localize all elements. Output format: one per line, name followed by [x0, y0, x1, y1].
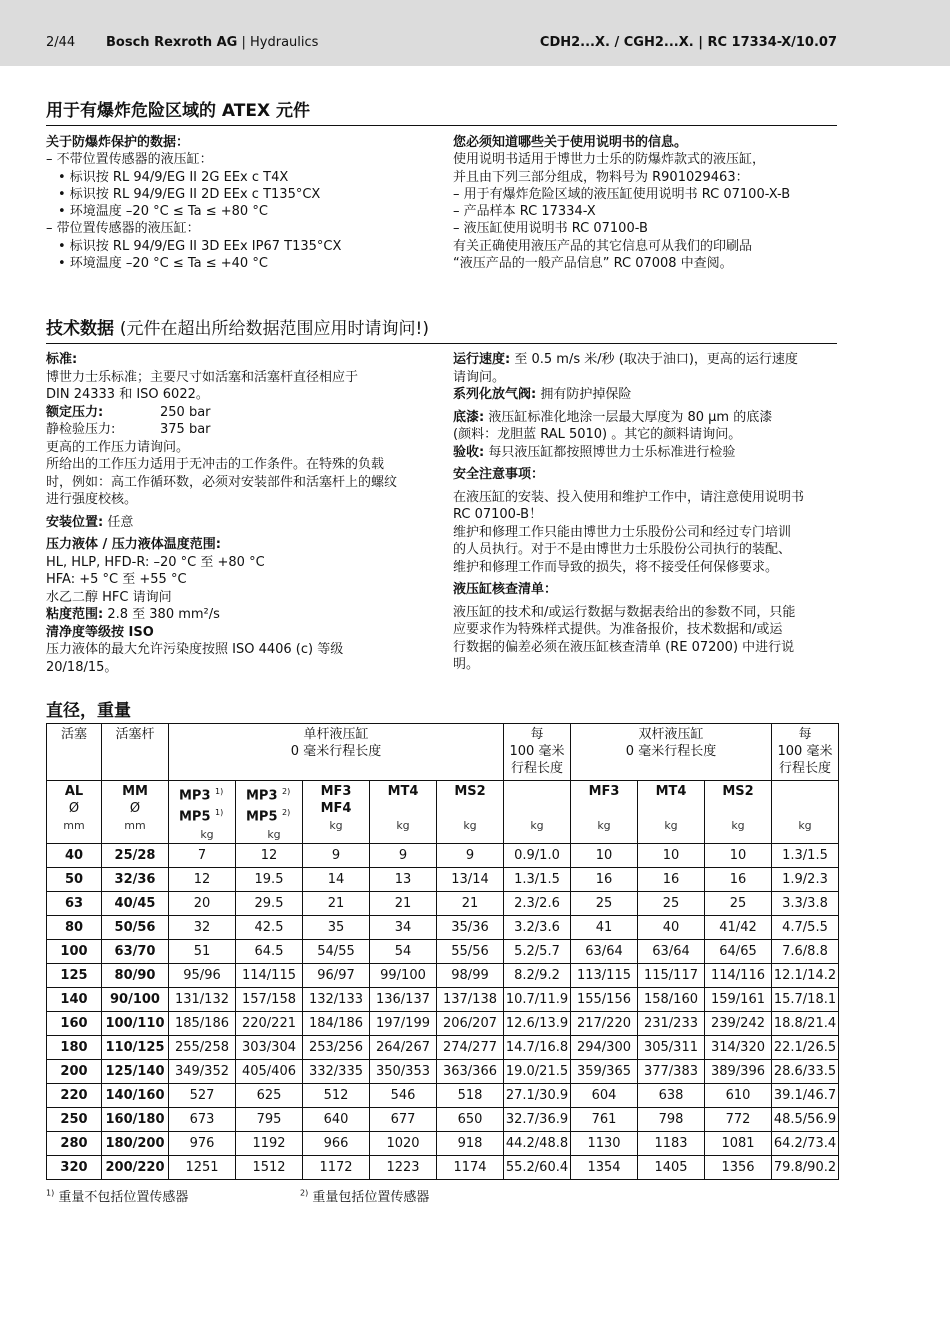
weight-cell: 231/233	[638, 1011, 705, 1035]
weight-cell: 1.3/1.5	[504, 867, 571, 891]
weight-cell: 197/199	[370, 1011, 437, 1035]
table-row	[47, 1083, 839, 1107]
weight-cell: 16	[705, 867, 772, 891]
code-al: AL Ø mm	[47, 781, 102, 844]
weight-cell: 54	[370, 939, 437, 963]
weight-cell: 220/221	[236, 1011, 303, 1035]
weight-cell: 1251	[169, 1155, 236, 1179]
code-mp3-mp5-a: MP3 $^{1)}$ MP5 $^{1)}$ kg	[169, 781, 236, 844]
atex-left-line: • 标识按 RL 94/9/EG II 3D EEx IP67 T135°CX	[58, 238, 342, 254]
tech-left-line: 更高的工作压力请询问。	[46, 439, 190, 455]
atex-section-title: 用于有爆炸危险区域的 ATEX 元件	[46, 96, 837, 126]
atex-right-line: – 产品样本 RC 17334-X	[453, 204, 596, 220]
code-ms2: MS2 kg	[437, 781, 504, 844]
atex-right-line: 使用说明书适用于博世力士乐的防爆炸款式的液压缸，	[453, 152, 766, 168]
weight-cell: 25	[705, 891, 772, 915]
code-double-mf3: MF3 kg	[571, 781, 638, 844]
weight-cell: 1172	[303, 1155, 370, 1179]
weight-cell: 305/311	[638, 1035, 705, 1059]
weight-cell: 25	[571, 891, 638, 915]
table-row	[47, 987, 839, 1011]
tech-left-line: 进行强度校核。	[46, 492, 138, 507]
tech-right-line: 行数据的偏差必须在液压缸核查清单 (RE 07200) 中进行说	[453, 639, 795, 655]
tech-right-line: 运行速度: 至 0.5 m/s 米/秒 (取决于油口)，更高的运行速度	[453, 352, 798, 367]
weight-cell: 64/65	[705, 939, 772, 963]
tech-right-line: 液压缸的技术和/或运行数据与数据表给出的参数不同，只能	[453, 604, 796, 620]
weight-cell: 1081	[705, 1131, 772, 1155]
tech-left-line: DIN 24333 和 ISO 6022。	[46, 387, 209, 402]
weight-cell: 527	[169, 1083, 236, 1107]
weight-cell: 2.3/2.6	[504, 891, 571, 915]
weight-cell: 15.7/18.1	[772, 987, 839, 1011]
weight-cell: 610	[705, 1083, 772, 1107]
weight-cell: 42.5	[236, 915, 303, 939]
weight-cell: 10	[638, 843, 705, 867]
table-row	[47, 843, 839, 867]
header-per100-single: 每 100 毫米 行程长度	[504, 724, 571, 781]
weight-cell: 314/320	[705, 1035, 772, 1059]
weight-cell: 3.2/3.6	[504, 915, 571, 939]
code-mp3-mp5-b: MP3 $^{2)}$ MP5 $^{2)}$ kg	[236, 781, 303, 844]
weight-cell: 155/156	[571, 987, 638, 1011]
rod-diameter-cell: 125/140	[102, 1059, 169, 1083]
weight-cell: 359/365	[571, 1059, 638, 1083]
weight-cell: 206/207	[437, 1011, 504, 1035]
weight-cell: 303/304	[236, 1035, 303, 1059]
code-double-mt4: MT4 kg	[638, 781, 705, 844]
weight-cell: 99/100	[370, 963, 437, 987]
tech-right-line: 请询问。	[453, 369, 506, 385]
weight-cell: 1.9/2.3	[772, 867, 839, 891]
tech-right-line: 系列化放气阀: 拥有防护掉保险	[453, 387, 632, 402]
weight-cell: 918	[437, 1131, 504, 1155]
weight-cell: 32	[169, 915, 236, 939]
header-double: 双杆液压缸 0 毫米行程长度	[571, 724, 772, 781]
weight-cell: 20	[169, 891, 236, 915]
atex-left-line: • 环境温度 –20 °C ≤ Ta ≤ +40 °C	[58, 256, 268, 272]
weight-cell: 650	[437, 1107, 504, 1131]
weight-cell: 55.2/60.4	[504, 1155, 571, 1179]
piston-diameter-cell: 50	[47, 867, 102, 891]
weight-cell: 255/258	[169, 1035, 236, 1059]
weight-cell: 673	[169, 1107, 236, 1131]
weight-cell: 966	[303, 1131, 370, 1155]
weight-cell: 55/56	[437, 939, 504, 963]
header-per100-double: 每 100 毫米 行程长度	[772, 724, 839, 781]
piston-diameter-cell: 200	[47, 1059, 102, 1083]
weight-cell: 9	[303, 843, 370, 867]
tech-right-line: 底漆: 液压缸标准化地涂一层最大厚度为 80 µm 的底漆	[453, 409, 773, 425]
weight-cell: 976	[169, 1131, 236, 1155]
code-mf3-mf4: MF3 MF4 kg	[303, 781, 370, 844]
code-mm: MM Ø mm	[102, 781, 169, 844]
table-row	[47, 1035, 839, 1059]
weights-table-body	[47, 843, 839, 1179]
weight-cell: 115/117	[638, 963, 705, 987]
weight-cell: 14	[303, 867, 370, 891]
tech-left-line: 所给出的工作压力适用于无冲击的工作条件。在特殊的负载	[46, 457, 385, 472]
footnote-1: $^{1)}$ 重量不包括位置传感器	[46, 1188, 189, 1205]
weight-cell: 677	[370, 1107, 437, 1131]
weight-cell: 518	[437, 1083, 504, 1107]
tech-left-line: 粘度范围: 2.8 至 380 mm²/s	[46, 607, 220, 622]
weight-cell: 10.7/11.9	[504, 987, 571, 1011]
weight-cell: 625	[236, 1083, 303, 1107]
weight-cell: 158/160	[638, 987, 705, 1011]
weight-cell: 98/99	[437, 963, 504, 987]
weight-cell: 10	[705, 843, 772, 867]
tech-left-line: 额定压力: 250 bar	[46, 404, 211, 420]
rod-diameter-cell: 63/70	[102, 939, 169, 963]
table-row	[47, 891, 839, 915]
weight-cell: 294/300	[571, 1035, 638, 1059]
weight-cell: 12.1/14.2	[772, 963, 839, 987]
weight-cell: 114/116	[705, 963, 772, 987]
weights-title: 直径，重量	[46, 701, 131, 721]
weight-cell: 21	[437, 891, 504, 915]
weight-cell: 1512	[236, 1155, 303, 1179]
tech-left-line: 水乙二醇 HFC 请询问	[46, 589, 172, 605]
weight-cell: 95/96	[169, 963, 236, 987]
table-row	[47, 963, 839, 987]
tech-right-line: 安全注意事项：	[453, 467, 545, 482]
company-line: Bosch Rexroth AG | Hydraulics	[106, 35, 319, 50]
header-rod: 活塞杆	[102, 724, 169, 781]
weight-cell: 35/36	[437, 915, 504, 939]
weight-cell: 131/132	[169, 987, 236, 1011]
tech-left-line: 压力液体的最大允许污染度按照 ISO 4406 (c) 等级	[46, 642, 344, 657]
weight-cell: 79.8/90.2	[772, 1155, 839, 1179]
code-per100-single: kg	[504, 781, 571, 844]
weight-cell: 349/352	[169, 1059, 236, 1083]
weight-cell: 1.3/1.5	[772, 843, 839, 867]
tech-right-line: (颜料：龙胆蓝 RAL 5010) 。其它的颜料请询问。	[453, 427, 742, 442]
weight-cell: 34	[370, 915, 437, 939]
weight-cell: 0.9/1.0	[504, 843, 571, 867]
weight-cell: 21	[303, 891, 370, 915]
weight-cell: 96/97	[303, 963, 370, 987]
weight-cell: 9	[437, 843, 504, 867]
rod-diameter-cell: 32/36	[102, 867, 169, 891]
weight-cell: 13	[370, 867, 437, 891]
weight-cell: 350/353	[370, 1059, 437, 1083]
tech-right-line: 验收: 每只液压缸都按照博世力士乐标准进行检验	[453, 444, 736, 460]
weight-cell: 12.6/13.9	[504, 1011, 571, 1035]
table-row	[47, 1155, 839, 1179]
weight-cell: 63/64	[638, 939, 705, 963]
rod-diameter-cell: 140/160	[102, 1083, 169, 1107]
weight-cell: 40	[638, 915, 705, 939]
weight-cell: 239/242	[705, 1011, 772, 1035]
weight-cell: 798	[638, 1107, 705, 1131]
weight-cell: 27.1/30.9	[504, 1083, 571, 1107]
tech-right-line: RC 07100-B！	[453, 507, 543, 522]
header-single: 单杆液压缸 0 毫米行程长度	[169, 724, 504, 781]
weight-cell: 1223	[370, 1155, 437, 1179]
weight-cell: 7	[169, 843, 236, 867]
company-name: Bosch Rexroth AG	[106, 35, 238, 50]
atex-left-line: 关于防爆炸保护的数据：	[46, 135, 190, 150]
weight-cell: 1183	[638, 1131, 705, 1155]
weight-cell: 35	[303, 915, 370, 939]
tech-left-line: 标准:	[46, 352, 78, 367]
weight-cell: 10	[571, 843, 638, 867]
weight-cell: 64.5	[236, 939, 303, 963]
weight-cell: 114/115	[236, 963, 303, 987]
tech-left-line: 静检验压力: 375 bar	[46, 422, 211, 437]
weight-cell: 32.7/36.9	[504, 1107, 571, 1131]
atex-right-line: 您必须知道哪些关于使用说明书的信息。	[453, 135, 688, 150]
weight-cell: 44.2/48.8	[504, 1131, 571, 1155]
atex-right-column	[453, 134, 843, 272]
weight-cell: 274/277	[437, 1035, 504, 1059]
weight-cell: 29.5	[236, 891, 303, 915]
weight-cell: 546	[370, 1083, 437, 1107]
weight-cell: 39.1/46.7	[772, 1083, 839, 1107]
tech-left-line: 20/18/15。	[46, 659, 118, 675]
weight-cell: 63/64	[571, 939, 638, 963]
tech-right-line: 应要求作为特殊样式提供。为准备报价，技术数据和/或运	[453, 622, 783, 637]
weights-table	[46, 723, 839, 1180]
weight-cell: 512	[303, 1083, 370, 1107]
header-piston: 活塞	[47, 724, 102, 781]
tech-right-column	[453, 351, 848, 674]
table-row	[47, 1011, 839, 1035]
table-row	[47, 1059, 839, 1083]
piston-diameter-cell: 40	[47, 843, 102, 867]
weight-cell: 18.8/21.4	[772, 1011, 839, 1035]
tech-left-line: 博世力士乐标准；主要尺寸如活塞和活塞杆直径相应于	[46, 369, 359, 385]
weight-cell: 21	[370, 891, 437, 915]
weight-cell: 25	[638, 891, 705, 915]
weight-cell: 28.6/33.5	[772, 1059, 839, 1083]
atex-right-line: – 液压缸使用说明书 RC 07100-B	[453, 221, 648, 237]
weight-cell: 9	[370, 843, 437, 867]
piston-diameter-cell: 100	[47, 939, 102, 963]
weight-cell: 41/42	[705, 915, 772, 939]
piston-diameter-cell: 320	[47, 1155, 102, 1179]
weight-cell: 1356	[705, 1155, 772, 1179]
atex-left-line: • 环境温度 –20 °C ≤ Ta ≤ +80 °C	[58, 204, 268, 220]
weight-cell: 16	[638, 867, 705, 891]
weight-cell: 5.2/5.7	[504, 939, 571, 963]
weight-cell: 137/138	[437, 987, 504, 1011]
tech-left-line: 压力液体 / 压力液体温度范围:	[46, 537, 221, 552]
piston-diameter-cell: 220	[47, 1083, 102, 1107]
piston-diameter-cell: 280	[47, 1131, 102, 1155]
piston-diameter-cell: 250	[47, 1107, 102, 1131]
code-mt4: MT4 kg	[370, 781, 437, 844]
doc-number: CDH2...X. / CGH2...X. | RC 17334-X/10.07	[539, 35, 837, 50]
weight-cell: 184/186	[303, 1011, 370, 1035]
rod-diameter-cell: 180/200	[102, 1131, 169, 1155]
table-row	[47, 915, 839, 939]
tech-left-line: HL, HLP, HFD-R: –20 °C 至 +80 °C	[46, 554, 265, 570]
rod-diameter-cell: 110/125	[102, 1035, 169, 1059]
tech-section-title: 技术数据 (元件在超出所给数据范围应用时请询问!)	[46, 314, 837, 344]
weight-cell: 217/220	[571, 1011, 638, 1035]
table-row	[47, 1107, 839, 1131]
weight-cell: 64.2/73.4	[772, 1131, 839, 1155]
weight-cell: 19.5	[236, 867, 303, 891]
piston-diameter-cell: 180	[47, 1035, 102, 1059]
weight-cell: 185/186	[169, 1011, 236, 1035]
rod-diameter-cell: 80/90	[102, 963, 169, 987]
weight-cell: 157/158	[236, 987, 303, 1011]
tech-right-line: 明。	[453, 657, 480, 672]
weight-cell: 13/14	[437, 867, 504, 891]
weight-cell: 22.1/26.5	[772, 1035, 839, 1059]
weight-cell: 253/256	[303, 1035, 370, 1059]
atex-right-line: 并且由下列三部分组成，物料号为 R901029463：	[453, 169, 749, 185]
tech-left-line: HFA: +5 °C 至 +55 °C	[46, 572, 187, 587]
weight-cell: 113/115	[571, 963, 638, 987]
weight-cell: 54/55	[303, 939, 370, 963]
atex-left-line: – 带位置传感器的液压缸：	[46, 221, 200, 237]
table-row	[47, 867, 839, 891]
atex-right-line: – 用于有爆炸危险区域的液压缸使用说明书 RC 07100-X-B	[453, 186, 791, 202]
rod-diameter-cell: 25/28	[102, 843, 169, 867]
piston-diameter-cell: 140	[47, 987, 102, 1011]
weight-cell: 377/383	[638, 1059, 705, 1083]
tech-left-line: 清净度等级按 ISO	[46, 624, 154, 640]
weight-cell: 3.3/3.8	[772, 891, 839, 915]
weight-cell: 7.6/8.8	[772, 939, 839, 963]
atex-left-column	[46, 134, 436, 272]
atex-left-line: • 标识按 RL 94/9/EG II 2G EEx c T4X	[58, 169, 289, 185]
weight-cell: 16	[571, 867, 638, 891]
weight-cell: 405/406	[236, 1059, 303, 1083]
weight-cell: 1130	[571, 1131, 638, 1155]
rod-diameter-cell: 160/180	[102, 1107, 169, 1131]
weight-cell: 332/335	[303, 1059, 370, 1083]
weight-cell: 604	[571, 1083, 638, 1107]
atex-left-line: – 不带位置传感器的液压缸：	[46, 152, 213, 168]
tech-right-line: 的人员执行。对于不是由博世力士乐股份公司执行的装配、	[453, 542, 792, 557]
rod-diameter-cell: 200/220	[102, 1155, 169, 1179]
weight-cell: 772	[705, 1107, 772, 1131]
weight-cell: 1192	[236, 1131, 303, 1155]
tech-right-line: 维护和修理工作而导致的损失，将不接受任何保修要求。	[453, 559, 779, 575]
rod-diameter-cell: 100/110	[102, 1011, 169, 1035]
page-header	[0, 0, 950, 66]
division-name: Hydraulics	[250, 35, 319, 50]
weight-cell: 1354	[571, 1155, 638, 1179]
page-number: 2/44	[46, 35, 76, 50]
weight-cell: 12	[169, 867, 236, 891]
piston-diameter-cell: 63	[47, 891, 102, 915]
piston-diameter-cell: 80	[47, 915, 102, 939]
weight-cell: 48.5/56.9	[772, 1107, 839, 1131]
atex-left-line: • 标识按 RL 94/9/EG II 2D EEx c T135°CX	[58, 186, 321, 202]
weight-cell: 638	[638, 1083, 705, 1107]
weight-cell: 132/133	[303, 987, 370, 1011]
weight-cell: 640	[303, 1107, 370, 1131]
piston-diameter-cell: 160	[47, 1011, 102, 1035]
tech-right-line: 维护和修理工作只能由博世力士乐股份公司和经过专门培训	[453, 524, 792, 540]
table-row	[47, 1131, 839, 1155]
weight-cell: 8.2/9.2	[504, 963, 571, 987]
tech-left-column	[46, 351, 441, 676]
weight-cell: 1174	[437, 1155, 504, 1179]
tech-left-line: 安装位置: 任意	[46, 514, 134, 530]
weight-cell: 363/366	[437, 1059, 504, 1083]
weight-cell: 1020	[370, 1131, 437, 1155]
piston-diameter-cell: 125	[47, 963, 102, 987]
weight-cell: 795	[236, 1107, 303, 1131]
atex-right-line: “液压产品的一般产品信息” RC 07008 中查阅。	[453, 256, 733, 272]
weight-cell: 41	[571, 915, 638, 939]
weight-cell: 761	[571, 1107, 638, 1131]
weight-cell: 1405	[638, 1155, 705, 1179]
rod-diameter-cell: 40/45	[102, 891, 169, 915]
code-double-ms2: MS2 kg	[705, 781, 772, 844]
tech-right-line: 在液压缸的安装、投入使用和维护工作中，请注意使用说明书	[453, 489, 805, 505]
weight-cell: 389/396	[705, 1059, 772, 1083]
weight-cell: 4.7/5.5	[772, 915, 839, 939]
weight-cell: 19.0/21.5	[504, 1059, 571, 1083]
weight-cell: 14.7/16.8	[504, 1035, 571, 1059]
footnote-2: $^{2)}$ 重量包括位置传感器	[300, 1188, 430, 1205]
weight-cell: 136/137	[370, 987, 437, 1011]
tech-right-line: 液压缸核查清单：	[453, 582, 558, 597]
tech-left-line: 时，例如：高工作循环数，必须对安装部件和活塞杆上的螺纹	[46, 474, 398, 490]
code-per100-double: kg	[772, 781, 839, 844]
table-row	[47, 939, 839, 963]
rod-diameter-cell: 50/56	[102, 915, 169, 939]
rod-diameter-cell: 90/100	[102, 987, 169, 1011]
atex-right-line: 有关正确使用液压产品的其它信息可从我们的印刷品	[453, 238, 753, 254]
weight-cell: 264/267	[370, 1035, 437, 1059]
weight-cell: 159/161	[705, 987, 772, 1011]
weight-cell: 51	[169, 939, 236, 963]
weight-cell: 12	[236, 843, 303, 867]
